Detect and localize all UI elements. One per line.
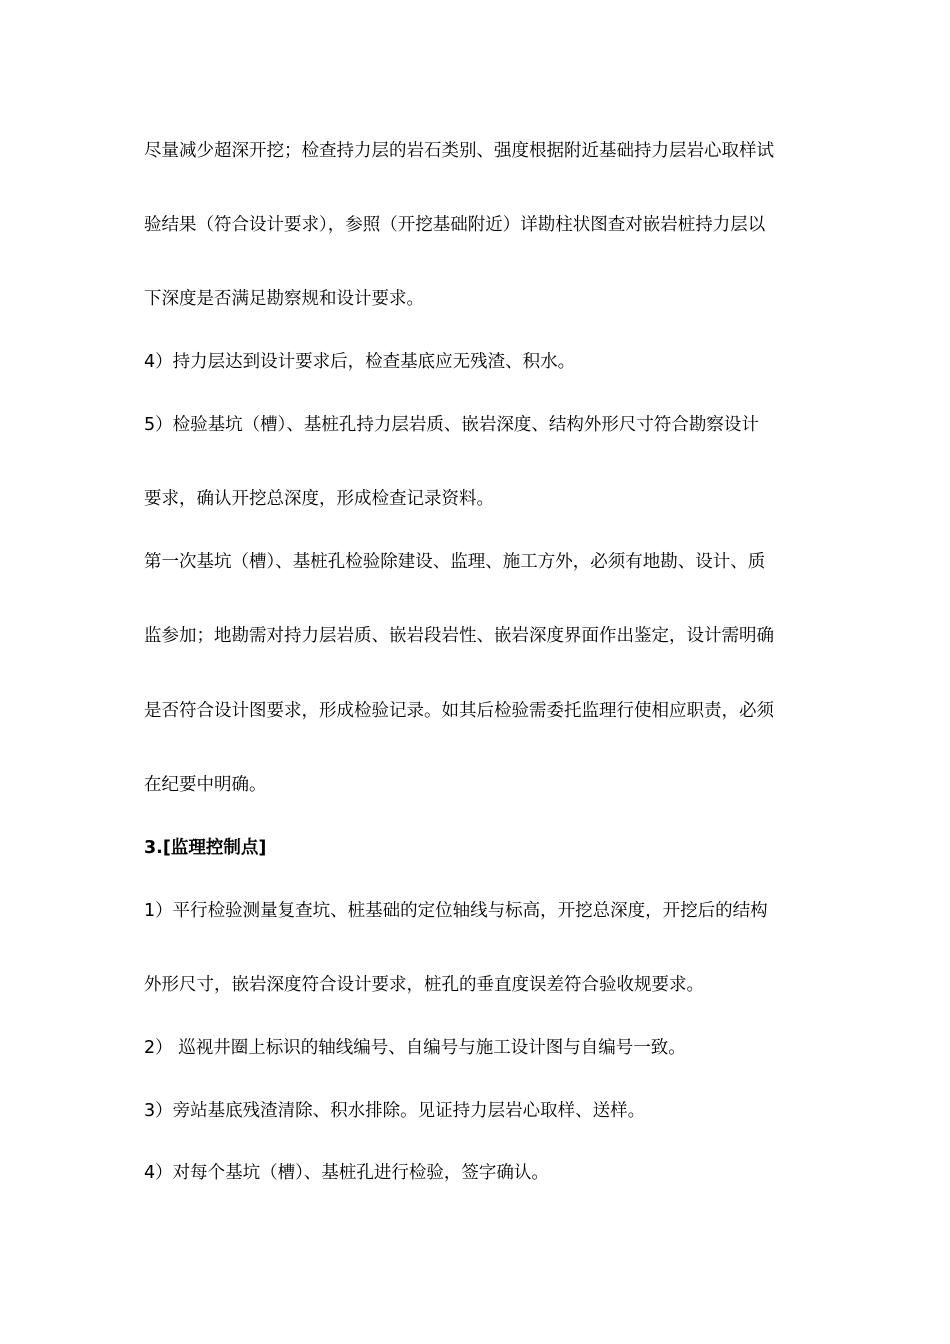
text-line: 要求，确认开挖总深度，形成检查记录资料。: [144, 489, 494, 509]
section-heading: 3.[监理控制点]: [144, 838, 267, 858]
text-line: 2） 巡视井圈上标识的轴线编号、自编号与施工设计图与自编号一致。: [144, 1038, 686, 1058]
text-line: 在纪要中明确。: [144, 775, 267, 795]
text-line: 尽量减少超深开挖；检查持力层的岩石类别、强度根据附近基础持力层岩心取样试: [144, 141, 774, 161]
text-line: 4）对每个基坑（槽）、基桩孔进行检验，签字确认。: [144, 1163, 549, 1183]
text-line: 是否符合设计图要求，形成检验记录。如其后检验需委托监理行使相应职责，必须: [144, 701, 774, 721]
text-line: 1）平行检验测量复查坑、桩基础的定位轴线与标高，开挖总深度，开挖后的结构: [144, 901, 768, 921]
text-line: 监参加；地勘需对持力层岩质、嵌岩段岩性、嵌岩深度界面作出鉴定，设计需明确: [144, 626, 774, 646]
text-line: 验结果（符合设计要求），参照（开挖基础附近）详勘柱状图查对嵌岩桩持力层以: [144, 215, 766, 235]
text-line: 5）检验基坑（槽）、基桩孔持力层岩质、嵌岩深度、结构外形尺寸符合勘察设计: [144, 415, 759, 435]
text-line: 第一次基坑（槽）、基桩孔检验除建设、监理、施工方外，必须有地勘、设计、质: [144, 552, 766, 572]
text-line: 下深度是否满足勘察规和设计要求。: [144, 289, 424, 309]
text-line: 4）持力层达到设计要求后，检查基底应无残渣、积水。: [144, 352, 576, 372]
text-line: 外形尺寸，嵌岩深度符合设计要求，桩孔的垂直度误差符合验收规要求。: [144, 975, 704, 995]
text-line: 3）旁站基底残渣清除、积水排除。见证持力层岩心取样、送样。: [144, 1101, 646, 1121]
